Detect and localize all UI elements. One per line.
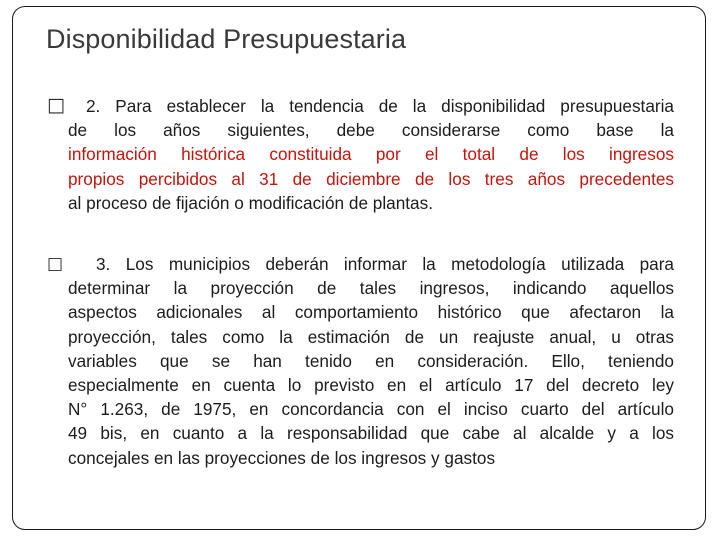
point-2-line: concejales en las proyecciones de los ingresos y gastos <box>68 447 496 468</box>
point-1-line: 2. Para establecer la tendencia de la disponibilidad presupuestaria <box>86 96 674 116</box>
point-2-line: variables que se han tenido en consideración. Ello, teniendo <box>68 350 674 371</box>
point-2-line: determinar la proyección de tales ingresos, indicando aquellos <box>68 278 674 299</box>
point-1-highlighted-line: información histórica constituida por el total de los ingresos <box>68 144 674 165</box>
checkbox-bullet-icon: □ <box>47 254 64 274</box>
point-2-line: 49 bis, en cuanto a la responsabilidad que cabe al alcalde y a los <box>68 423 674 444</box>
point-2-line: proyección, tales como la estimación de un reajuste anual, u otras <box>68 326 674 347</box>
point-1-line: de los años siguientes, debe considerarse como base la <box>68 120 674 141</box>
point-2-paragraph <box>68 252 674 470</box>
point-1-line: al proceso de fijación o modificación de plantas. <box>68 192 433 213</box>
checkbox-bullet-icon: □ <box>47 94 65 116</box>
slide-title: Disponibilidad Presupuestaria <box>46 24 407 54</box>
point-2-line: 3. Los municipios deberán informar la metodología utilizada para <box>96 254 674 274</box>
point-2-line: especialmente en cuenta lo previsto en el artículo 17 del decreto ley <box>68 375 674 396</box>
point-1-highlighted-line: propios percibidos al 31 de diciembre de los tres años precedentes <box>68 168 674 189</box>
point-2-line: aspectos adicionales al comportamiento histórico que afectaron la <box>68 302 674 323</box>
point-2-line: N° 1.263, de 1975, en concordancia con el inciso cuarto del artículo <box>68 399 674 420</box>
point-1-paragraph <box>68 94 674 215</box>
